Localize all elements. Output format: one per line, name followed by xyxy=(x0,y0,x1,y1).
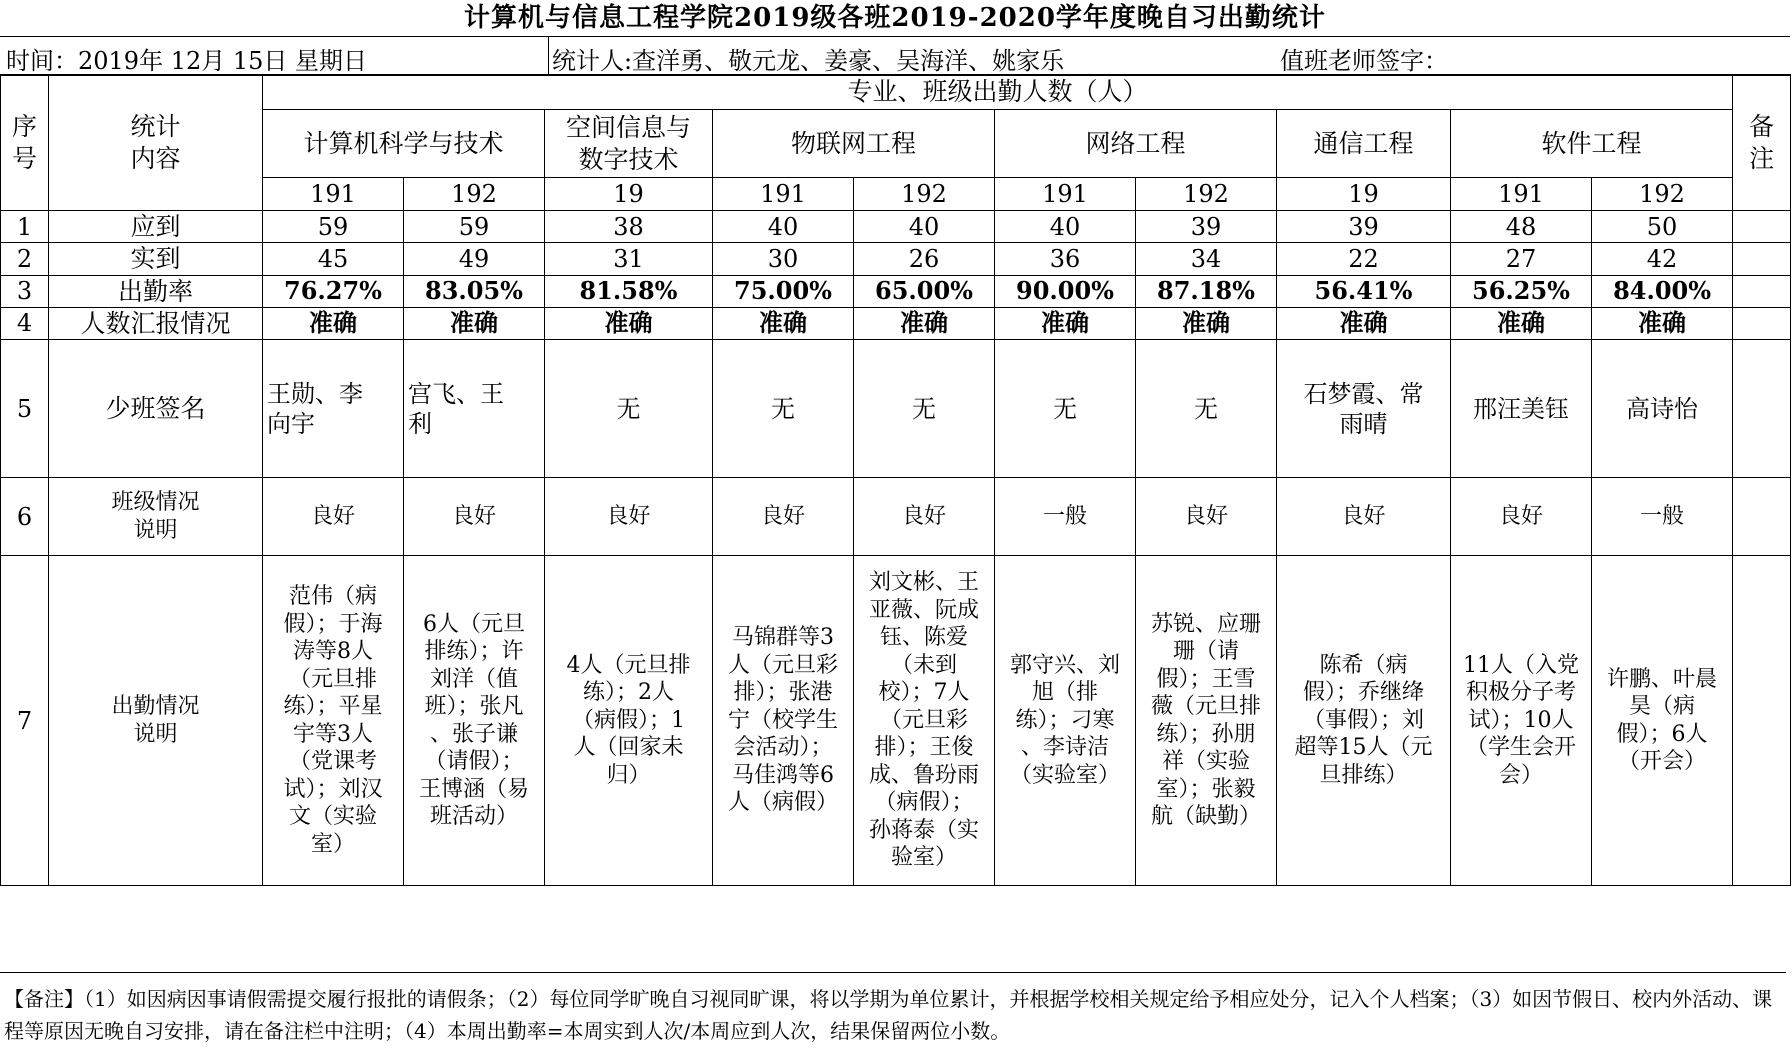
data-cell: 30 xyxy=(713,243,854,275)
class-header-cell: 191 xyxy=(1451,178,1592,211)
data-cell: 准确 xyxy=(545,307,713,339)
data-cell: 陈希（病 假）；乔继绛 （事假）；刘 超等15人（元 旦排练） xyxy=(1277,556,1451,886)
data-cell: 31 xyxy=(545,243,713,275)
attendance-table xyxy=(0,74,1791,886)
data-cell: 45 xyxy=(263,243,404,275)
major-spatial: 空间信息与 数字技术 xyxy=(545,110,713,178)
row-label: 实到 xyxy=(49,243,263,275)
data-cell: 56.25% xyxy=(1451,275,1592,307)
data-cell: 许鹏、叶晨 昊（病 假）；6人 （开会） xyxy=(1592,556,1733,886)
major-software: 软件工程 xyxy=(1451,110,1733,178)
table-row xyxy=(1,243,1791,275)
class-header-cell: 191 xyxy=(995,178,1136,211)
data-cell: 无 xyxy=(995,340,1136,478)
data-cell: 6人（元旦 排练）；许 刘洋（值 班）；张凡 、张子谦 （请假）； 王博涵（易 班活动） xyxy=(404,556,545,886)
data-cell: 65.00% xyxy=(854,275,995,307)
row-number: 3 xyxy=(1,275,49,307)
data-cell: 准确 xyxy=(1592,307,1733,339)
data-cell: 27 xyxy=(1451,243,1592,275)
data-cell: 40 xyxy=(713,211,854,243)
row-number: 7 xyxy=(1,556,49,886)
remark-cell xyxy=(1733,340,1791,478)
data-cell: 良好 xyxy=(854,478,995,556)
data-cell: 准确 xyxy=(1451,307,1592,339)
data-cell: 59 xyxy=(404,211,545,243)
table-row xyxy=(1,211,1791,243)
data-cell: 87.18% xyxy=(1136,275,1277,307)
data-cell: 范伟（病 假）；于海 涛等8人 （元旦排 练）；平星 宇等3人 （党课考 试）；刘汉 文（实验 室） xyxy=(263,556,404,886)
data-cell: 26 xyxy=(854,243,995,275)
table-row xyxy=(1,340,1791,478)
major-iot: 物联网工程 xyxy=(713,110,995,178)
row-label: 人数汇报情况 xyxy=(49,307,263,339)
data-cell: 良好 xyxy=(263,478,404,556)
row-label: 少班签名 xyxy=(49,340,263,478)
footer-note: 【备注】（1）如因病因事请假需提交履行报批的请假条；（2）每位同学旷晚自习视同旷课，将以学期为单位累计，并根据学校相关规定给予相应处分，记入个人档案；（3）如因节假日、校内外活动、课程等原因无晚自习安排，请在备注栏中注明；（4）本周出勤率=本周实到人次/本周应到人次，结果保留两位小数。 xyxy=(0,972,1786,1047)
data-cell: 刘文彬、王 亚薇、阮成 钰、陈爱 （未到 校）；7人 （元旦彩 排）；王俊 成、鲁玢雨 （病假）； 孙蒋泰（实 验室） xyxy=(854,556,995,886)
data-cell: 40 xyxy=(995,211,1136,243)
data-cell: 无 xyxy=(713,340,854,478)
header-group: 专业、班级出勤人数（人） xyxy=(263,75,1733,110)
class-header-cell: 19 xyxy=(545,178,713,211)
stat-people: 统计人:查洋勇、敬元龙、姜豪、吴海洋、姚家乐 xyxy=(552,47,1065,75)
data-cell: 良好 xyxy=(713,478,854,556)
major-network: 网络工程 xyxy=(995,110,1277,178)
data-cell: 良好 xyxy=(1451,478,1592,556)
data-cell: 准确 xyxy=(404,307,545,339)
data-cell: 无 xyxy=(545,340,713,478)
major-comm: 通信工程 xyxy=(1277,110,1451,178)
remark-cell xyxy=(1733,275,1791,307)
remark-cell xyxy=(1733,307,1791,339)
data-cell: 39 xyxy=(1136,211,1277,243)
data-cell: 38 xyxy=(545,211,713,243)
data-cell: 石梦霞、常 雨晴 xyxy=(1277,340,1451,478)
data-cell: 苏锐、应珊 珊（请 假）；王雪 薇（元旦排 练）；孙朋 祥（实验 室）；张毅 航（缺勤） xyxy=(1136,556,1277,886)
row-label: 班级情况 说明 xyxy=(49,478,263,556)
class-header-cell: 192 xyxy=(1136,178,1277,211)
row-label: 应到 xyxy=(49,211,263,243)
data-cell: 一般 xyxy=(995,478,1136,556)
data-cell: 81.58% xyxy=(545,275,713,307)
data-cell: 40 xyxy=(854,211,995,243)
info-row xyxy=(0,36,1790,76)
data-cell: 准确 xyxy=(1277,307,1451,339)
class-header-cell: 192 xyxy=(1592,178,1733,211)
row-label: 出勤情况 说明 xyxy=(49,556,263,886)
class-header-cell: 191 xyxy=(263,178,404,211)
data-cell: 邢汪美钰 xyxy=(1451,340,1592,478)
data-cell: 良好 xyxy=(1136,478,1277,556)
row-number: 4 xyxy=(1,307,49,339)
data-cell: 良好 xyxy=(404,478,545,556)
header-remark: 备注 xyxy=(1733,75,1791,211)
data-cell: 准确 xyxy=(263,307,404,339)
data-cell: 王勋、李 向宇 xyxy=(263,340,404,478)
row-number: 5 xyxy=(1,340,49,478)
data-cell: 36 xyxy=(995,243,1136,275)
row-number: 6 xyxy=(1,478,49,556)
remark-cell xyxy=(1733,478,1791,556)
data-cell: 4人（元旦排 练）；2人 （病假）；1 人（回家未 归） xyxy=(545,556,713,886)
data-cell: 无 xyxy=(1136,340,1277,478)
data-cell: 48 xyxy=(1451,211,1592,243)
data-cell: 一般 xyxy=(1592,478,1733,556)
header-content: 统计 内容 xyxy=(49,75,263,211)
data-cell: 高诗怡 xyxy=(1592,340,1733,478)
data-cell: 39 xyxy=(1277,211,1451,243)
table-row xyxy=(1,307,1791,339)
data-cell: 49 xyxy=(404,243,545,275)
header-seq: 序号 xyxy=(1,75,49,211)
data-cell: 83.05% xyxy=(404,275,545,307)
data-cell: 准确 xyxy=(995,307,1136,339)
data-cell: 11人（入党 积极分子考 试）；10人 （学生会开 会） xyxy=(1451,556,1592,886)
table-row xyxy=(1,556,1791,886)
class-header-cell: 19 xyxy=(1277,178,1451,211)
data-cell: 准确 xyxy=(1136,307,1277,339)
major-cs: 计算机科学与技术 xyxy=(263,110,545,178)
data-cell: 马锦群等3 人（元旦彩 排）；张港 宁（校学生 会活动）； 马佳鸿等6 人（病假） xyxy=(713,556,854,886)
data-cell: 90.00% xyxy=(995,275,1136,307)
data-cell: 34 xyxy=(1136,243,1277,275)
data-cell: 良好 xyxy=(1277,478,1451,556)
table-row xyxy=(1,478,1791,556)
sheet-title: 计算机与信息工程学院2019级各班2019-2020学年度晚自习出勤统计 xyxy=(0,0,1790,37)
table-row xyxy=(1,275,1791,307)
data-cell: 22 xyxy=(1277,243,1451,275)
data-cell: 76.27% xyxy=(263,275,404,307)
teacher-sign-label: 值班老师签字： xyxy=(1280,47,1448,75)
data-cell: 准确 xyxy=(713,307,854,339)
row-number: 1 xyxy=(1,211,49,243)
data-cell: 无 xyxy=(854,340,995,478)
remark-cell xyxy=(1733,243,1791,275)
row-label: 出勤率 xyxy=(49,275,263,307)
data-cell: 准确 xyxy=(854,307,995,339)
date-info: 时间：2019年 12月 15日 星期日 xyxy=(6,47,368,75)
class-header-cell: 192 xyxy=(404,178,545,211)
class-header-cell: 191 xyxy=(713,178,854,211)
data-cell: 42 xyxy=(1592,243,1733,275)
remark-cell xyxy=(1733,556,1791,886)
data-cell: 84.00% xyxy=(1592,275,1733,307)
data-cell: 宫飞、王 利 xyxy=(404,340,545,478)
data-cell: 50 xyxy=(1592,211,1733,243)
data-cell: 郭守兴、刘 旭（排 练）；刁寒 、李诗洁 （实验室） xyxy=(995,556,1136,886)
data-cell: 良好 xyxy=(545,478,713,556)
row-number: 2 xyxy=(1,243,49,275)
remark-cell xyxy=(1733,211,1791,243)
data-cell: 75.00% xyxy=(713,275,854,307)
data-cell: 59 xyxy=(263,211,404,243)
data-cell: 56.41% xyxy=(1277,275,1451,307)
class-header-cell: 192 xyxy=(854,178,995,211)
